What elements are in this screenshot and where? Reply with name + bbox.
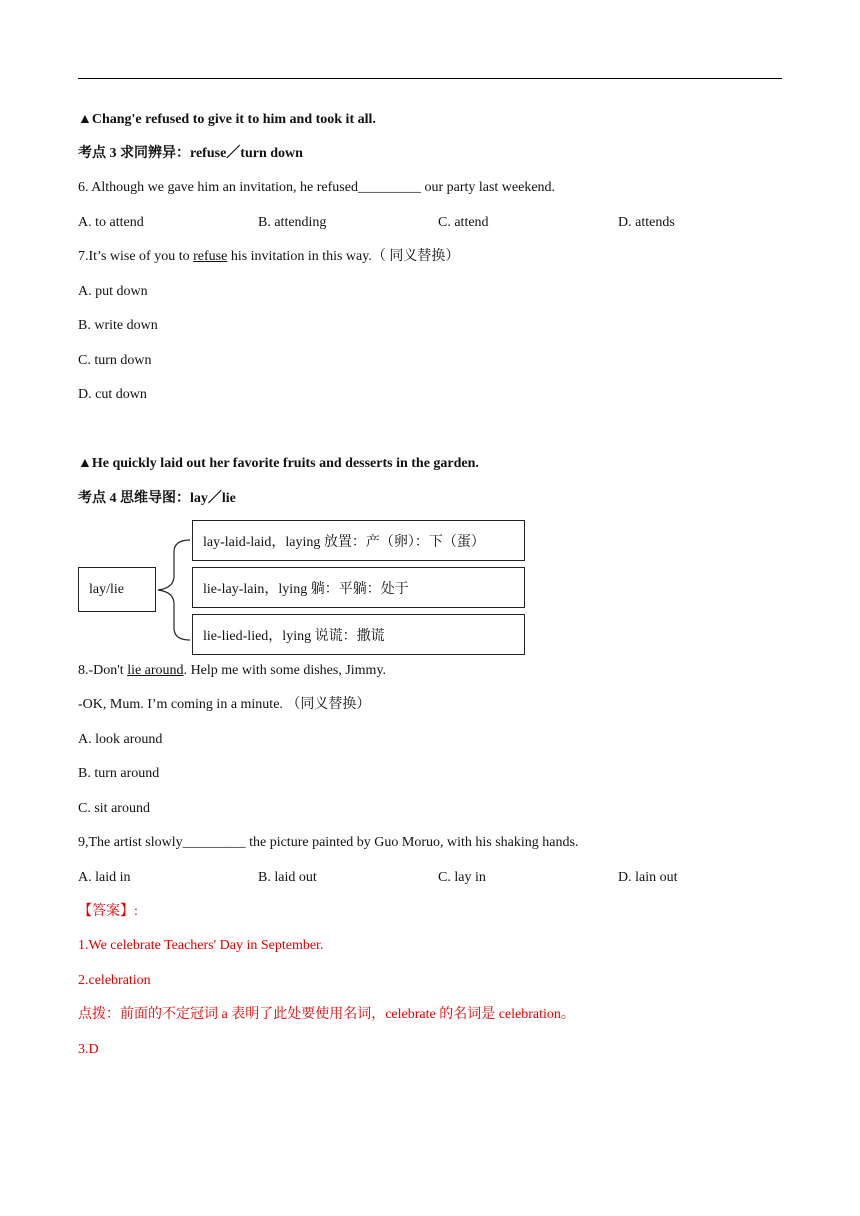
question-8-reply: -OK, Mum. I’m coming in a minute. （同义替换） [78, 697, 371, 712]
q6-option-c: C. attend [438, 215, 489, 230]
question-6: 6. Although we gave him an invitation, he refused_________ our party last weekend. [78, 180, 556, 195]
q7-option-b: B. write down [78, 318, 158, 333]
q7-option-c: C. turn down [78, 353, 152, 368]
mindmap-branch-lie-lied: lie-lied-lied，lying 说谎：撒谎 [192, 614, 525, 655]
story-sentence-1: ▲Chang'e refused to give it to him and took it all. [78, 112, 376, 127]
answer-3: 3.D [78, 1042, 99, 1057]
mindmap-brace [156, 538, 192, 658]
q8-option-b: B. turn around [78, 766, 160, 781]
answer-2: 2.celebration [78, 973, 151, 988]
q7-option-d: D. cut down [78, 387, 147, 402]
mindmap-root: lay/lie [78, 567, 156, 612]
answer-2-note: 点拨：前面的不定冠词 a 表明了此处要使用名词，celebrate 的名词是 celebration。 [78, 1007, 575, 1022]
header-rule [78, 78, 782, 79]
q9-option-c: C. lay in [438, 870, 486, 885]
q8-option-c: C. sit around [78, 801, 150, 816]
q6-option-b: B. attending [258, 215, 327, 230]
point-3-title: 考点 3 求同辨异：refuse／turn down [78, 146, 303, 161]
mindmap-branch-lie-lay: lie-lay-lain，lying 躺：平躺：处于 [192, 567, 525, 608]
point-4-title: 考点 4 思维导图：lay／lie [78, 491, 236, 506]
story-sentence-2: ▲He quickly laid out her favorite fruits and desserts in the garden. [78, 456, 479, 471]
question-9: 9,The artist slowly_________ the picture painted by Guo Moruo, with his shaking hands. [78, 835, 579, 850]
q8-option-a: A. look around [78, 732, 163, 747]
q8-underlined-phrase: lie around [127, 663, 184, 678]
q7-underlined-word: refuse [193, 249, 228, 264]
answer-1: 1.We celebrate Teachers' Day in September. [78, 938, 324, 953]
q6-option-a: A. to attend [78, 215, 144, 230]
answers-label: 【答案】: [78, 904, 138, 919]
q9-option-b: B. laid out [258, 870, 317, 885]
q6-option-d: D. attends [618, 215, 675, 230]
q9-option-d: D. lain out [618, 870, 678, 885]
question-8: 8.-Don't lie around. Help me with some dishes, Jimmy. [78, 663, 387, 678]
q9-option-a: A. laid in [78, 870, 131, 885]
question-7: 7.It’s wise of you to refuse his invitation in this way.（ 同义替换） [78, 249, 460, 264]
q7-option-a: A. put down [78, 284, 148, 299]
mindmap-branch-lay: lay-laid-laid，laying 放置：产（卵）：下（蛋） [192, 520, 525, 561]
